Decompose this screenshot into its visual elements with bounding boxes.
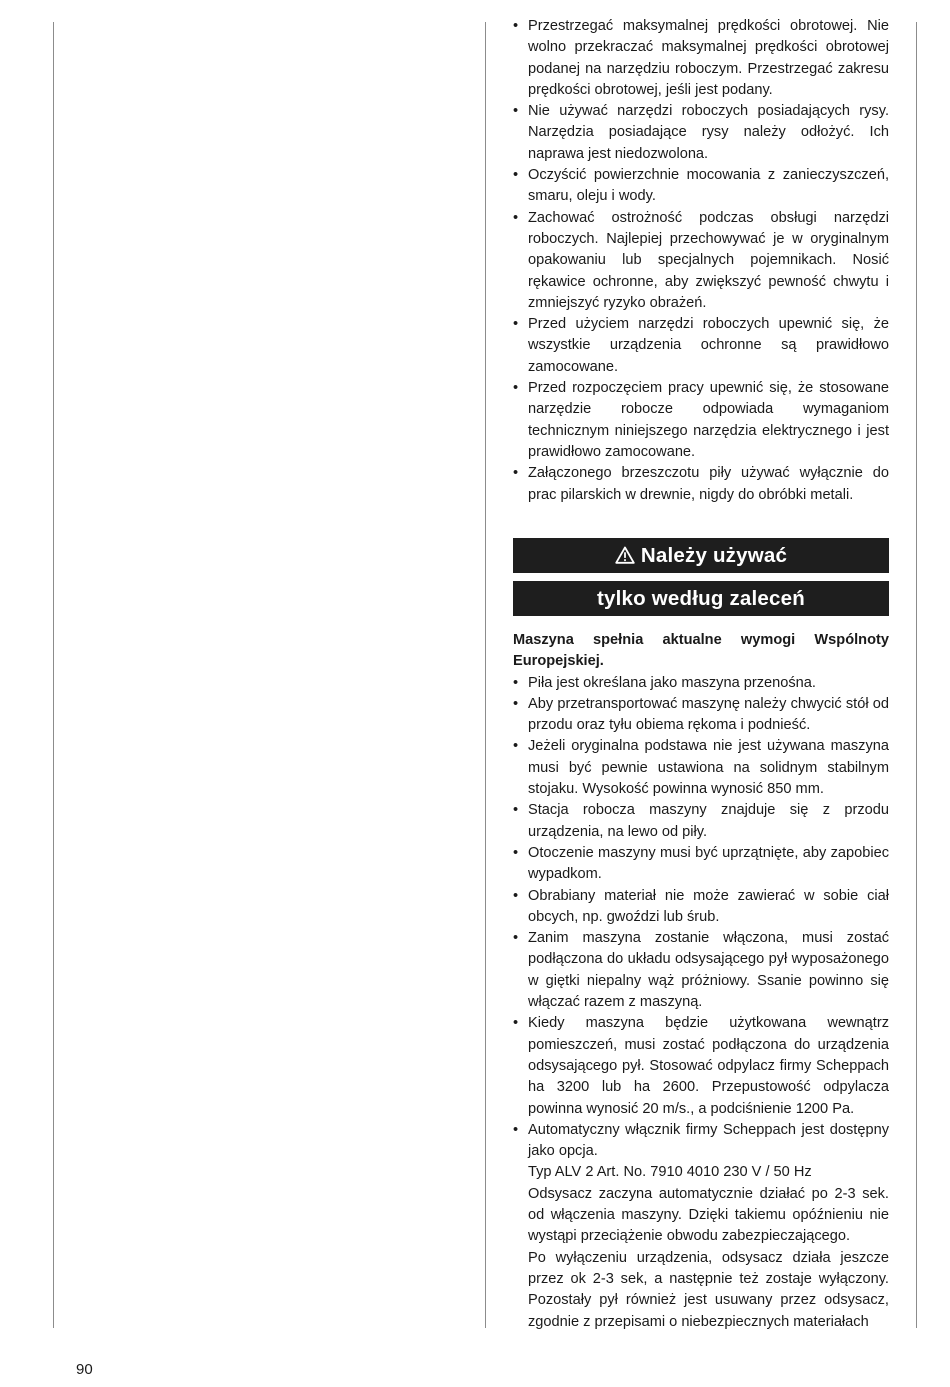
section-banner-line-2: [513, 581, 889, 616]
right-margin-rule: [916, 22, 917, 1328]
section-intro: Maszyna spełnia aktualne wymogi Wspólnoty Europejskiej.: [513, 632, 889, 670]
list-item: • Jeżeli oryginalna podstawa nie jest używana maszyna musi być pewnie ustawiona na solidnym stabilnym stojaku. Wysokość powinna wynosić 850 mm.: [513, 736, 889, 800]
page-number: 90: [76, 1361, 93, 1378]
list-item: • Oczyścić powierzchnie mocowania z zanieczyszczeń, smaru, oleju i wody.: [513, 165, 889, 208]
list-item: • Piła jest określana jako maszyna przenośna.: [513, 673, 889, 694]
list-item: • Przed użyciem narzędzi roboczych upewnić się, że wszystkie urządzenia ochronne są prawidłowo zamocowane.: [513, 314, 889, 378]
list-item: • Nie używać narzędzi roboczych posiadających rysy. Narzędzia posiadające rysy należy odłożyć. Ich naprawa jest niedozwolona.: [513, 101, 889, 165]
banner-title-line-1: Należy używać: [640, 544, 788, 567]
list-item: • Przestrzegać maksymalnej prędkości obrotowej. Nie wolno przekraczać maksymalnej prędkości obrotowej podanej na narzędziu roboczym. Przestrzegać zakresu prędkości obrotowej, jeśli jest podany.: [513, 16, 889, 101]
list-item: • Załączonego brzeszczotu piły używać wyłącznie do prac pilarskich w drewnie, nigdy do obróbki metali.: [513, 463, 889, 506]
auto-switch-paragraph-2: Po wyłączeniu urządzenia, odsysacz działa jeszcze przez ok 2-3 sek, a następnie też zostaje wyłączony. Pozostały pył również jest usuwany przez odsysacz, zgodnie z przepisami o niebezpiecznych materiałach: [528, 1249, 889, 1330]
left-margin-rule: [53, 22, 54, 1328]
auto-switch-text: Automatyczny włącznik firmy Scheppach jest dostępny jako opcja.: [528, 1121, 889, 1160]
intended-use-list: [513, 673, 889, 1333]
list-item-auto-switch: [513, 1120, 889, 1333]
list-item: • Aby przetransportować maszynę należy chwycić stół od przodu oraz tyłu obiema rękoma i podnieść.: [513, 694, 889, 737]
list-item: • Otoczenie maszyny musi być uprzątnięte, aby zapobiec wypadkom.: [513, 843, 889, 886]
section-banner-line-1: [513, 538, 889, 573]
intended-use-column: [513, 630, 889, 1333]
list-item: • Kiedy maszyna będzie użytkowana wewnątrz pomieszczeń, musi zostać podłączona do urządzenia odsysającego pył. Stosować odpylacz firmy Scheppach ha 3200 lub ha 2600. Przepustowość odpylacza powinna wynosić 20 m/s., a podciśnienie 1200 Pa.: [513, 1013, 889, 1119]
auto-switch-type-line: Typ ALV 2 Art. No. 7910 4010 230 V / 50 Hz: [528, 1164, 812, 1181]
list-item: • Zanim maszyna zostanie włączona, musi zostać podłączona do układu odsysającego pył wyposażonego w giętki niepalny wąż próżniowy. Ssanie powinno się włączać razem z maszyną.: [513, 928, 889, 1013]
list-item: • Przed rozpoczęciem pracy upewnić się, że stosowane narzędzie robocze odpowiada wymaganiom technicznym niniejszego narzędzia elektrycznego i jest prawidłowo zamocowane.: [513, 378, 889, 463]
list-item: • Obrabiany materiał nie może zawierać w sobie ciał obcych, np. gwoździ lub śrub.: [513, 886, 889, 929]
list-item: • Stacja robocza maszyny znajduje się z przodu urządzenia, na lewo od piły.: [513, 800, 889, 843]
banner-title-line-2: tylko według zaleceń: [597, 587, 805, 610]
column-divider-rule: [485, 22, 486, 1328]
auto-switch-paragraph-1: Odsysacz zaczyna automatycznie działać po 2-3 sek. od włączenia maszyny. Dzięki takiemu opóźnieniu nie wystąpi przeciążenie obwodu zabezpieczającego.: [528, 1185, 889, 1245]
list-item: • Zachować ostrożność podczas obsługi narzędzi roboczych. Najlepiej przechowywać je w oryginalnym opakowaniu lub specjalnych pojemnikach. Nosić rękawice ochronne, aby zwiększyć pewność chwytu i zmniejszyć ryzyko obrażeń.: [513, 208, 889, 314]
warning-triangle-icon: [615, 546, 635, 564]
tool-safety-list: [513, 16, 889, 506]
safety-instructions-column: [513, 16, 889, 506]
